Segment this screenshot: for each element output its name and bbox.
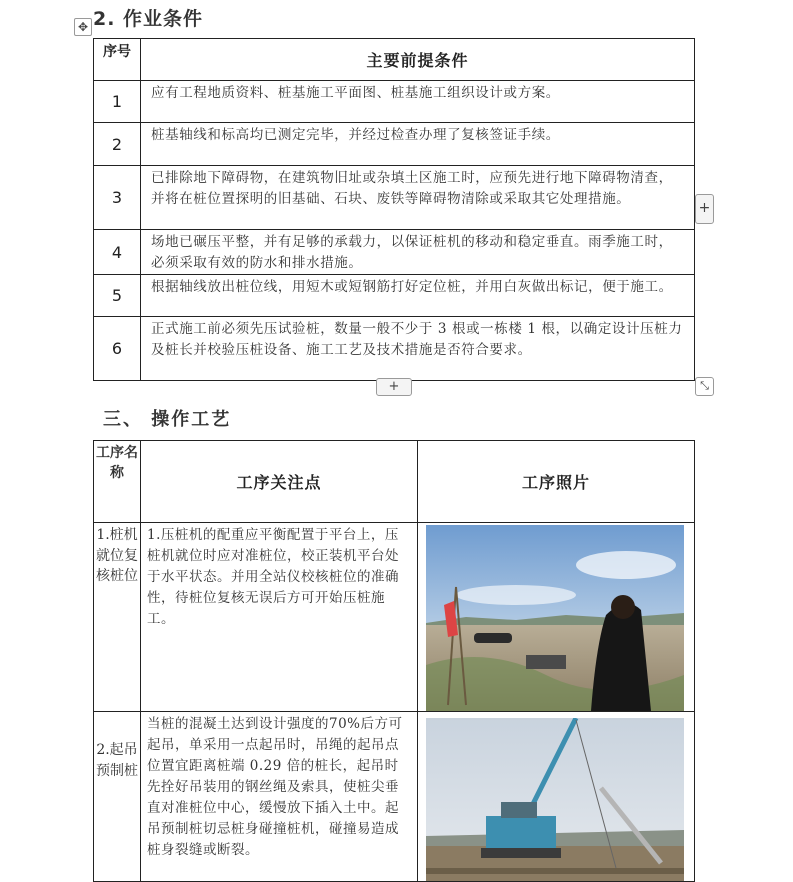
table-row: [94, 275, 695, 317]
header-main-conditions: 主要前提条件: [141, 39, 695, 81]
table-resize-icon[interactable]: ⤡: [695, 377, 714, 396]
table-row: [94, 123, 695, 166]
crane-lifting-pile-photo: [426, 718, 684, 882]
row-condition: 桩基轴线和标高均已测定完毕，并经过检查办理了复核签证手续。: [141, 123, 695, 166]
header-key-points: 工序关注点: [141, 441, 418, 523]
row-number: 3: [94, 166, 141, 230]
row-condition: 根据轴线放出桩位线，用短木或短钢筋打好定位桩，并用白灰做出标记，便于施工。: [141, 275, 695, 317]
row-condition: 已排除地下障碍物，在建筑物旧址或杂填土区施工时，应预先进行地下障碍物清查，并将在桩位置探明的旧基础、石块、废铁等障碍物清除或采取其它处理措施。: [141, 166, 695, 230]
row-number: 6: [94, 317, 141, 381]
header-seq: 序号: [94, 39, 141, 81]
section-3-title: 三、 操作工艺: [103, 409, 232, 430]
process-name: 2.起吊预制桩: [94, 712, 141, 882]
table-row: [94, 166, 695, 230]
add-column-button[interactable]: +: [695, 194, 714, 224]
header-photo: 工序照片: [418, 441, 695, 523]
process-key-points: 1.压桩机的配重应平衡配置于平台上，压桩机就位时应对准桩位，校正装机平台处于水平状态。并用全站仪校核桩位的准确性，待桩位复核无误后方可开始压桩施工。: [141, 523, 418, 712]
add-row-button[interactable]: +: [376, 378, 412, 396]
table-row: [94, 712, 695, 882]
process-name: 1.桩机就位复核桩位: [94, 523, 141, 712]
table-move-icon[interactable]: ✥: [74, 18, 92, 36]
row-condition: 场地已碾压平整，并有足够的承载力，以保证桩机的移动和稳定垂直。雨季施工时，必须采取有效的防水和排水措施。: [141, 230, 695, 275]
row-number: 1: [94, 81, 141, 123]
section-2-title: 2. 作业条件: [93, 8, 204, 30]
row-number: 2: [94, 123, 141, 166]
table-row: [94, 317, 695, 381]
table-row: [94, 523, 695, 712]
row-condition: 应有工程地质资料、桩基施工平面图、桩基施工组织设计或方案。: [141, 81, 695, 123]
header-process-name: 工序名称: [94, 441, 141, 523]
table-row: [94, 81, 695, 123]
row-condition: 正式施工前必须先压试验桩，数量一般不少于 3 根或一栋楼 1 根，以确定设计压桩力及桩长并校验压桩设备、施工工艺及技术措施是否符合要求。: [141, 317, 695, 381]
pile-machine-positioning-photo: [426, 525, 684, 711]
row-number: 5: [94, 275, 141, 317]
row-number: 4: [94, 230, 141, 275]
work-conditions-table: [93, 38, 695, 381]
process-photo-1: [418, 523, 695, 712]
process-photo-2: [418, 712, 695, 882]
process-key-points: 当桩的混凝土达到设计强度的70%后方可起吊，单采用一点起吊时，吊绳的起吊点位置宜距离桩端 0.29 倍的桩长，起吊时先拴好吊装用的钢丝绳及索具，使桩尖垂直对准桩位中心，缓慢放下插入土中。起吊预制桩切忌桩身碰撞桩机，碰撞易造成桩身裂缝或断裂。: [141, 712, 418, 882]
table-row: [94, 230, 695, 275]
operation-process-table: [93, 440, 695, 882]
